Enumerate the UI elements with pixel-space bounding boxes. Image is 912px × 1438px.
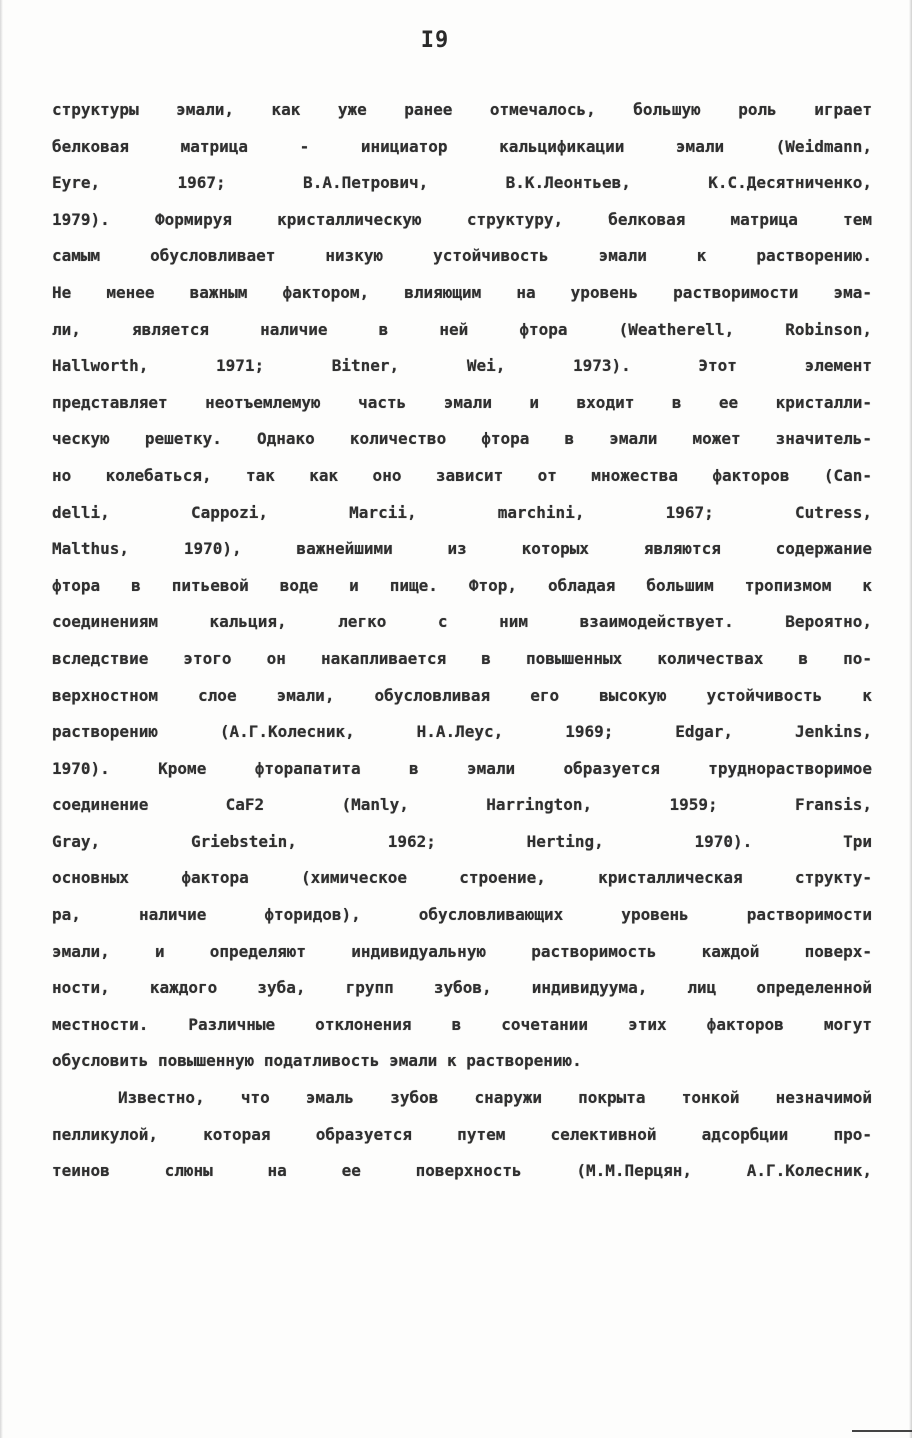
text-line: 1979). Формируя кристаллическую структуру, белковая матрица тем <box>52 209 872 229</box>
text-line: соединение CaF2 (Manly, Harrington, 1959; Fransis, <box>52 795 872 815</box>
text-line: вследствие этого он накапливается в повышенных количествах в по- <box>52 648 872 668</box>
text-line: ности, каждого зуба, групп зубов, индивидуума, лиц определенной <box>52 978 872 998</box>
text-line: ческую решетку. Однако количество фтора в эмали может значитель- <box>52 429 872 449</box>
text-line: Hallworth, 1971; Bitner, Wei, 1973). Этот элемент <box>52 356 872 376</box>
text-line: Eyre, 1967; В.А.Петрович, В.К.Леонтьев, К.С.Десятниченко, <box>52 173 872 193</box>
text-line: Malthus, 1970), важнейшими из которых являются содержание <box>52 539 872 559</box>
text-line: 1970). Кроме фторапатита в эмали образуется труднорастворимое <box>52 758 872 778</box>
scan-left-edge <box>0 0 3 1438</box>
text-line: верхностном слое эмали, обусловливая его высокую устойчивость к <box>52 685 872 705</box>
text-line: ра, наличие фторидов), обусловливающих уровень растворимости <box>52 905 872 925</box>
text-line: растворению (А.Г.Колесник, Н.А.Леус, 1969; Edgar, Jenkins, <box>52 722 872 742</box>
page-number: I9 <box>420 28 450 53</box>
text-line: Gray, Griebstein, 1962; Herting, 1970). Три <box>52 831 872 851</box>
text-line: соединениям кальция, легко с ним взаимодействует. Вероятно, <box>52 612 872 632</box>
text-line: основных фактора (химическое строение, кристаллическая структу- <box>52 868 872 888</box>
text-line: обусловить повышенную податливость эмали к растворению. <box>52 1051 582 1071</box>
text-line: белковая матрица - инициатор кальцификации эмали (Weidmann, <box>52 136 872 156</box>
text-line: теинов слюны на ее поверхность (М.М.Перцян, А.Г.Колесник, <box>52 1161 872 1181</box>
text-line: самым обусловливает низкую устойчивость эмали к растворению. <box>52 246 872 266</box>
text-line: структуры эмали, как уже ранее отмечалось, большую роль играет <box>52 100 872 119</box>
scan-bottom-mark <box>852 1430 912 1432</box>
text-line: эмали, и определяют индивидуальную растворимость каждой поверх- <box>52 941 872 961</box>
text-line: delli, Cappozi, Marcii, marchini, 1967; Cutress, <box>52 502 872 522</box>
body-text <box>52 92 872 1190</box>
text-line: фтора в питьевой воде и пище. Фтор, обладая большим тропизмом к <box>52 575 872 595</box>
text-line: ли, является наличие в ней фтора (Weatherell, Robinson, <box>52 319 872 339</box>
text-line: пелликулой, которая образуется путем селективной адсорбции про- <box>52 1124 872 1144</box>
text-line: местности. Различные отклонения в сочетании этих факторов могут <box>52 1014 872 1034</box>
text-line: представляет неотъемлемую часть эмали и входит в ее кристалли- <box>52 392 872 412</box>
text-line: но колебаться, так как оно зависит от множества факторов (Can- <box>52 465 872 485</box>
text-line: Не менее важным фактором, влияющим на уровень растворимости эма- <box>52 282 872 302</box>
text-line: Известно, что эмаль зубов снаружи покрыта тонкой незначимой <box>118 1088 872 1108</box>
